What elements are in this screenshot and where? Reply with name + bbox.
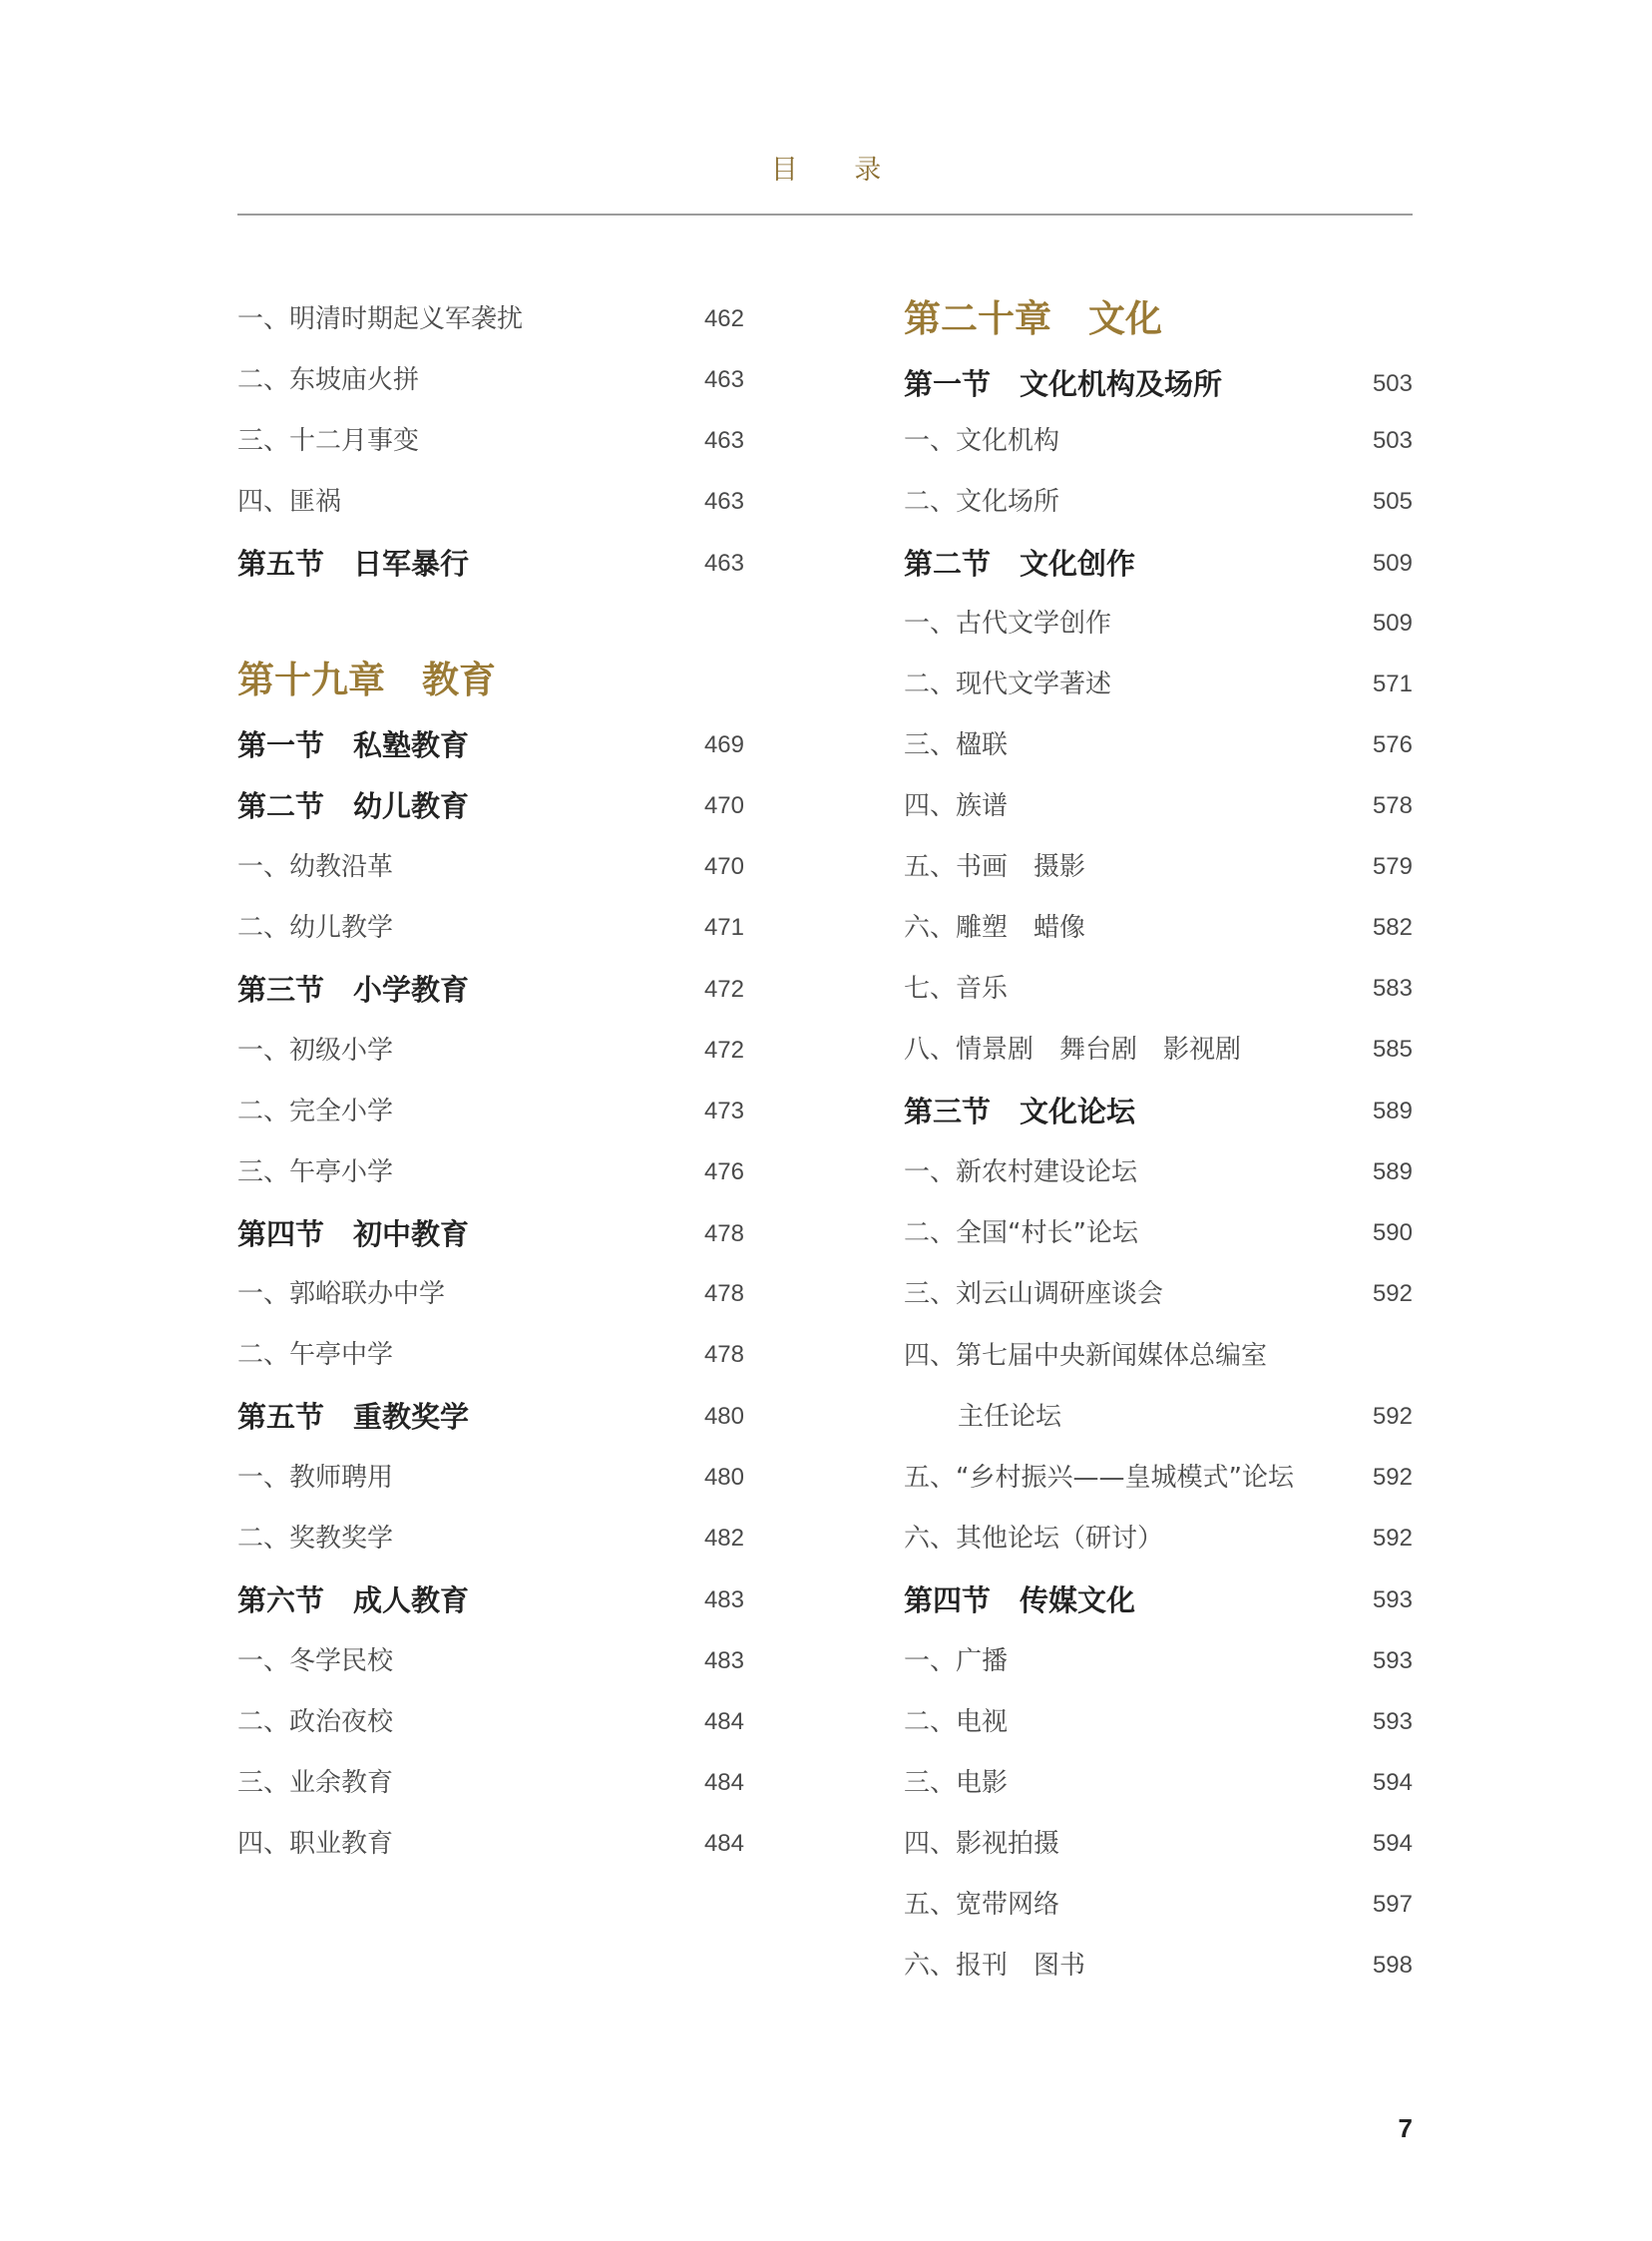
toc-entry-label: 二、政治夜校 bbox=[237, 1707, 394, 1737]
toc-section bbox=[904, 364, 1413, 404]
toc-entry-label: 六、其他论坛（研讨） bbox=[904, 1524, 1164, 1554]
toc-entry-page: 478 bbox=[703, 1280, 744, 1307]
toc-section bbox=[904, 544, 1413, 584]
toc-entry-label: 三、刘云山调研座谈会 bbox=[904, 1279, 1164, 1309]
toc-entry-page: 503 bbox=[1372, 370, 1413, 397]
toc-entry-page: 576 bbox=[1372, 731, 1413, 758]
toc-item bbox=[904, 1641, 1413, 1681]
toc-entry-page: 598 bbox=[1372, 1952, 1413, 1979]
toc-item bbox=[904, 1152, 1413, 1192]
toc-entry-page: 463 bbox=[703, 427, 744, 454]
toc-entry-page: 463 bbox=[703, 550, 744, 577]
toc-entry-page: 582 bbox=[1372, 914, 1413, 941]
toc-entry-label: 第五节 日军暴行 bbox=[237, 547, 470, 581]
toc-section bbox=[237, 544, 744, 584]
header-divider bbox=[237, 214, 1413, 216]
toc-entry-label: 一、新农村建设论坛 bbox=[904, 1157, 1138, 1187]
toc-item bbox=[904, 1763, 1413, 1803]
toc-entry-page: 509 bbox=[1372, 610, 1413, 637]
toc-section bbox=[237, 1397, 744, 1437]
toc-entry-page: 593 bbox=[1372, 1708, 1413, 1735]
toc-entry-page: 484 bbox=[703, 1830, 744, 1857]
toc-entry-page: 585 bbox=[1372, 1036, 1413, 1063]
toc-entry-label: 二、完全小学 bbox=[237, 1097, 394, 1126]
toc-item bbox=[237, 1092, 744, 1131]
toc-entry-page: 482 bbox=[703, 1525, 744, 1552]
toc-entry-label: 第五节 重教奖学 bbox=[237, 1400, 470, 1434]
toc-entry-label: 六、雕塑 蜡像 bbox=[904, 913, 1086, 943]
toc-item bbox=[904, 969, 1413, 1009]
toc-entry-page: 462 bbox=[703, 305, 744, 332]
toc-entry-page: 483 bbox=[703, 1586, 744, 1613]
toc-item bbox=[237, 908, 744, 948]
toc-entry-label: 一、初级小学 bbox=[237, 1036, 394, 1066]
toc-item bbox=[904, 1885, 1413, 1925]
toc-item bbox=[237, 1274, 744, 1314]
toc-entry-label: 一、广播 bbox=[904, 1646, 1009, 1676]
toc-entry-label: 第十九章 教育 bbox=[237, 659, 496, 701]
toc-entry-label: 一、冬学民校 bbox=[237, 1646, 394, 1676]
toc-item bbox=[904, 1030, 1413, 1070]
toc-entry-label: 第一节 文化机构及场所 bbox=[904, 367, 1223, 401]
toc-item bbox=[904, 421, 1413, 461]
toc-entry-label: 七、音乐 bbox=[904, 974, 1009, 1004]
toc-section bbox=[237, 970, 744, 1010]
toc-entry-page: 483 bbox=[703, 1647, 744, 1674]
toc-entry-page: 594 bbox=[1372, 1830, 1413, 1857]
toc-item bbox=[237, 482, 744, 522]
toc-item bbox=[237, 1152, 744, 1192]
toc-entry-page: 590 bbox=[1372, 1219, 1413, 1246]
toc-entry-label: 第六节 成人教育 bbox=[237, 1583, 470, 1617]
toc-entry-page: 571 bbox=[1372, 671, 1413, 697]
toc-entry-page: 476 bbox=[703, 1158, 744, 1185]
toc-item bbox=[904, 1397, 1413, 1437]
toc-entry-page: 503 bbox=[1372, 427, 1413, 454]
toc-section bbox=[237, 1580, 744, 1620]
toc-entry-label: 一、教师聘用 bbox=[237, 1463, 394, 1493]
toc-item bbox=[237, 1763, 744, 1803]
toc-entry-page: 471 bbox=[703, 914, 744, 941]
toc-item bbox=[904, 847, 1413, 887]
toc-entry-label: 一、古代文学创作 bbox=[904, 609, 1112, 639]
toc-entry-label: 二、奖教奖学 bbox=[237, 1524, 394, 1554]
toc-chapter bbox=[904, 299, 1413, 339]
toc-entry-label: 第三节 小学教育 bbox=[237, 973, 470, 1007]
toc-entry-page: 469 bbox=[703, 731, 744, 758]
toc-entry-page: 589 bbox=[1372, 1158, 1413, 1185]
toc-item bbox=[237, 847, 744, 887]
toc-item bbox=[904, 1519, 1413, 1559]
toc-entry-label: 第二节 文化创作 bbox=[904, 547, 1136, 581]
toc-entry-label: 二、东坡庙火拼 bbox=[237, 365, 420, 395]
toc-entry-page: 592 bbox=[1372, 1403, 1413, 1430]
toc-entry-label: 六、报刊 图书 bbox=[904, 1951, 1086, 1981]
toc-item bbox=[904, 786, 1413, 826]
toc-item bbox=[237, 1335, 744, 1375]
toc-entry-label: 四、匪祸 bbox=[237, 487, 342, 517]
toc-entry-page: 505 bbox=[1372, 488, 1413, 515]
toc-entry-label: 四、第七届中央新闻媒体总编室 bbox=[904, 1341, 1268, 1371]
toc-entry-label: 第二节 幼儿教育 bbox=[237, 789, 470, 823]
toc-item bbox=[237, 1031, 744, 1071]
toc-item bbox=[237, 299, 744, 339]
toc-entry-label: 三、楹联 bbox=[904, 730, 1009, 760]
toc-entry-label: 第四节 传媒文化 bbox=[904, 1583, 1136, 1617]
toc-entry-label: 二、午亭中学 bbox=[237, 1340, 394, 1370]
toc-entry-label: 主任论坛 bbox=[958, 1402, 1062, 1432]
toc-entry-page: 597 bbox=[1372, 1891, 1413, 1918]
toc-entry-page: 593 bbox=[1372, 1586, 1413, 1613]
toc-section bbox=[904, 1092, 1413, 1131]
page-number: 7 bbox=[1398, 2113, 1413, 2143]
toc-entry-page: 589 bbox=[1372, 1098, 1413, 1124]
toc-entry-label: 三、午亭小学 bbox=[237, 1157, 394, 1187]
toc-item bbox=[904, 1274, 1413, 1314]
toc-item bbox=[904, 1213, 1413, 1253]
toc-entry-label: 一、明清时期起义军袭扰 bbox=[237, 304, 524, 334]
toc-entry-label: 八、情景剧 舞台剧 影视剧 bbox=[904, 1035, 1242, 1065]
toc-section bbox=[237, 786, 744, 826]
toc-item bbox=[904, 1458, 1413, 1498]
toc-section bbox=[904, 1580, 1413, 1620]
toc-entry-page: 579 bbox=[1372, 853, 1413, 880]
toc-item bbox=[904, 1336, 1413, 1376]
toc-item bbox=[237, 1519, 744, 1559]
toc-entry-page: 478 bbox=[703, 1220, 744, 1247]
toc-entry-page: 472 bbox=[703, 1037, 744, 1064]
toc-entry-label: 五、“乡村振兴——皇城模式”论坛 bbox=[904, 1463, 1294, 1493]
toc-entry-page: 470 bbox=[703, 853, 744, 880]
toc-entry-label: 二、全国“村长”论坛 bbox=[904, 1218, 1138, 1248]
toc-entry-page: 484 bbox=[703, 1708, 744, 1735]
toc-entry-page: 470 bbox=[703, 792, 744, 819]
toc-entry-page: 478 bbox=[703, 1341, 744, 1368]
toc-entry-label: 三、十二月事变 bbox=[237, 426, 420, 456]
toc-entry-label: 二、文化场所 bbox=[904, 487, 1060, 517]
toc-item bbox=[904, 482, 1413, 522]
toc-entry-label: 五、宽带网络 bbox=[904, 1890, 1060, 1920]
toc-entry-label: 第一节 私塾教育 bbox=[237, 728, 470, 762]
toc-entry-label: 一、幼教沿革 bbox=[237, 852, 394, 882]
toc-entry-label: 一、文化机构 bbox=[904, 426, 1060, 456]
toc-chapter bbox=[237, 661, 744, 700]
toc-entry-page: 593 bbox=[1372, 1647, 1413, 1674]
toc-entry-page: 463 bbox=[703, 488, 744, 515]
toc-entry-label: 四、族谱 bbox=[904, 791, 1009, 821]
toc-entry-label: 四、影视拍摄 bbox=[904, 1829, 1060, 1859]
toc-entry-label: 二、幼儿教学 bbox=[237, 913, 394, 943]
toc-item bbox=[904, 1702, 1413, 1742]
toc-entry-page: 472 bbox=[703, 976, 744, 1003]
toc-entry-page: 594 bbox=[1372, 1769, 1413, 1796]
toc-entry-label: 第三节 文化论坛 bbox=[904, 1095, 1136, 1128]
toc-entry-label: 二、现代文学著述 bbox=[904, 670, 1112, 699]
toc-item bbox=[237, 1702, 744, 1742]
toc-entry-page: 578 bbox=[1372, 792, 1413, 819]
toc-entry-label: 四、职业教育 bbox=[237, 1829, 394, 1859]
toc-entry-page: 463 bbox=[703, 366, 744, 393]
toc-entry-page: 480 bbox=[703, 1464, 744, 1491]
toc-item bbox=[237, 1824, 744, 1864]
toc-entry-page: 583 bbox=[1372, 975, 1413, 1002]
toc-entry-label: 三、业余教育 bbox=[237, 1768, 394, 1798]
toc-item bbox=[904, 1946, 1413, 1986]
toc-title: 目 录 bbox=[770, 155, 906, 186]
toc-entry-page: 592 bbox=[1372, 1280, 1413, 1307]
toc-entry-label: 三、电影 bbox=[904, 1768, 1009, 1798]
toc-entry-label: 第四节 初中教育 bbox=[237, 1217, 470, 1251]
toc-item bbox=[904, 725, 1413, 765]
toc-entry-page: 592 bbox=[1372, 1464, 1413, 1491]
toc-entry-page: 484 bbox=[703, 1769, 744, 1796]
toc-item bbox=[904, 604, 1413, 644]
toc-item bbox=[904, 1824, 1413, 1864]
toc-section bbox=[237, 725, 744, 765]
toc-entry-label: 五、书画 摄影 bbox=[904, 852, 1086, 882]
toc-entry-page: 509 bbox=[1372, 550, 1413, 577]
toc-entry-label: 一、郭峪联办中学 bbox=[237, 1279, 446, 1309]
toc-item bbox=[904, 665, 1413, 704]
toc-entry-label: 二、电视 bbox=[904, 1707, 1009, 1737]
toc-entry-page: 473 bbox=[703, 1098, 744, 1124]
toc-entry-label: 第二十章 文化 bbox=[904, 297, 1162, 340]
toc-section bbox=[237, 1214, 744, 1254]
toc-entry-page: 592 bbox=[1372, 1525, 1413, 1552]
toc-item bbox=[237, 421, 744, 461]
toc-entry-page: 480 bbox=[703, 1403, 744, 1430]
toc-item bbox=[237, 1641, 744, 1681]
toc-item bbox=[237, 1458, 744, 1498]
toc-item bbox=[237, 360, 744, 400]
toc-item bbox=[904, 908, 1413, 948]
